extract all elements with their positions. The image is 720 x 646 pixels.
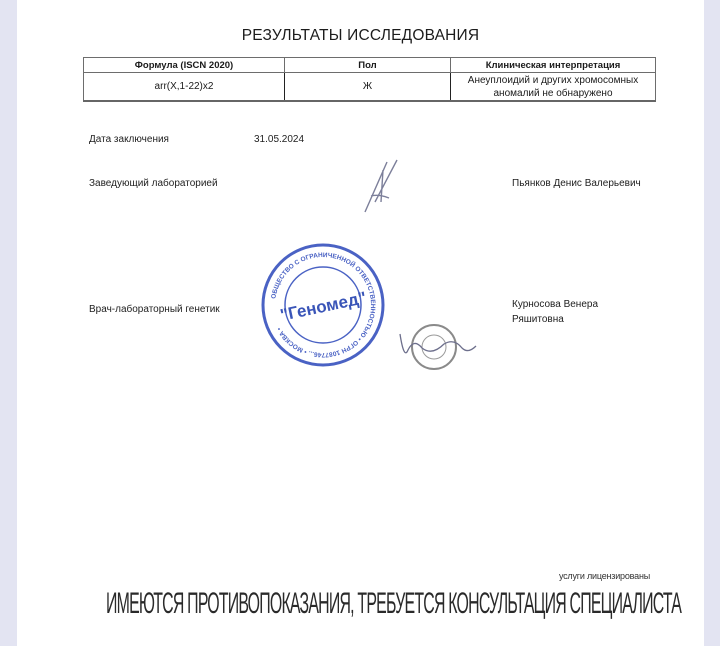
header-sex: Пол [285,58,451,73]
svg-text:ОБЩЕСТВО С ОГРАНИЧЕННОЙ ОТВЕТС: ОБЩЕСТВО С ОГРАНИЧЕННОЙ ОТВЕТСТВЕННОСТЬЮ • ОГРН 1087746... • МОСКВА • [270,251,377,359]
head-of-lab-role: Заведующий лабораторией [89,178,218,189]
contraindications-warning: ИМЕЮТСЯ ПРОТИВОПОКАЗАНИЯ, ТРЕБУЕТСЯ КОНСУЛЬТАЦИЯ СПЕЦИАЛИСТА [106,587,682,620]
geneticist-role: Врач-лабораторный генетик [89,304,220,315]
header-interpretation: Клиническая интерпретация [451,58,656,73]
conclusion-date-value: 31.05.2024 [254,134,305,145]
geneticist-name: Курносова Венера Ряшитовна [512,299,599,325]
licensed-note: услуги лицензированы [558,571,650,581]
head-of-lab-name: Пьянков Денис Валерьевич [512,178,641,189]
stamp-center-text: "Геномед" [278,288,369,325]
doctor-stamp-signature-icon [392,320,482,375]
page-title: РЕЗУЛЬТАТЫ ИССЛЕДОВАНИЯ [241,27,480,44]
conclusion-date-label: Дата заключения [89,134,169,145]
table-header-row [84,58,656,73]
signature-head-of-lab-icon [357,158,407,214]
header-formula: Формула (ISCN 2020) [84,58,285,73]
cell-interpretation: Анеуплоидий и других хромосомных аномалий не обнаружено [451,73,656,102]
results-table [83,57,656,102]
company-stamp-icon [258,240,388,370]
cell-sex: Ж [285,73,451,102]
document-page [17,0,704,646]
cell-formula: arr(X,1-22)x2 [84,73,285,102]
table-row [84,73,656,102]
